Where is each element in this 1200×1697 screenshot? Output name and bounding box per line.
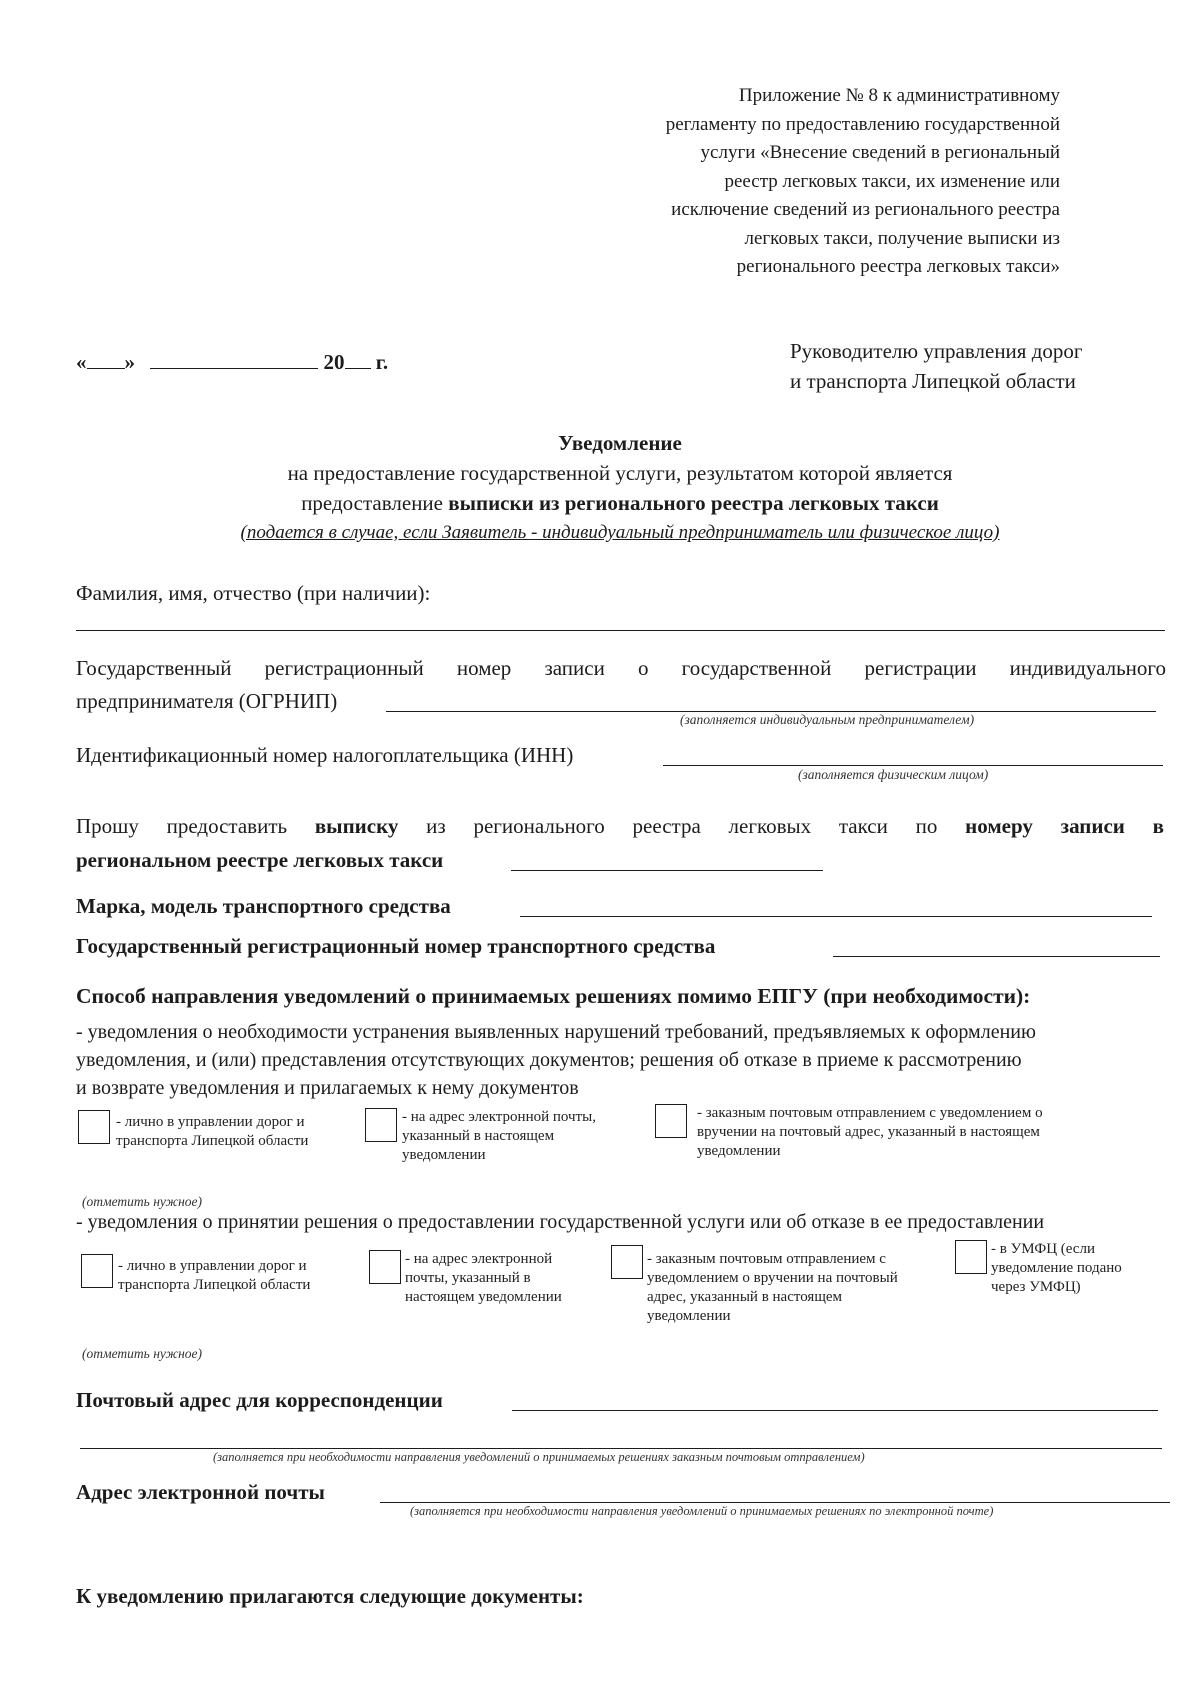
request-bold: номеру записи в [965, 814, 1165, 838]
appendix-header [666, 82, 1060, 282]
decision-mfc-label: - в УМФЦ (если уведомление подано через УМФЦ) [991, 1241, 1122, 1295]
ogrnip-label-line2: предпринимателя (ОГРНИП) [76, 689, 338, 713]
appendix-line: исключение сведений из регионального реестра [671, 199, 1060, 220]
vehicle-model-label: Марка, модель транспортного средства [76, 894, 451, 918]
email-label: Адрес электронной почты [76, 1480, 325, 1504]
email-input-line[interactable] [380, 1502, 1170, 1503]
method-title: Способ направления уведомлений о принимаемых решениях помимо ЕПГУ (при необходимости): [76, 984, 1031, 1008]
decision-registered-mail-label: - заказным почтовым отправлением с уведомлением о вручении на почтовый адрес, указанный в настоящем уведомлении [647, 1251, 898, 1324]
heading-text: предоставление [301, 491, 449, 515]
appendix-line: регламенту по предоставлению государственной [665, 113, 1060, 135]
option-in-person-checkbox[interactable] [78, 1110, 110, 1144]
appendix-line: реестр легковых такси, их изменение или [724, 170, 1060, 192]
heading-line: на предоставление государственной услуги, результатом которой является [287, 461, 953, 485]
appendix-line: услуги «Внесение сведений в региональный [700, 142, 1060, 163]
postal-address-input-line-2[interactable] [80, 1448, 1162, 1449]
group1-line: - уведомления о необходимости устранения выявленных нарушений требований, предъявляемых к оформлению [76, 1021, 1036, 1043]
request-bold: выписку [314, 814, 399, 838]
inn-input-line[interactable] [663, 765, 1163, 766]
date-open-quote: « [76, 350, 87, 374]
heading-note: (подается в случае, если Заявитель - индивидуальный предприниматель или физическое лицо) [240, 522, 1000, 543]
inn-hint: (заполняется физическим лицом) [798, 767, 989, 782]
addressee-block [790, 336, 1083, 396]
postal-address-label: Почтовый адрес для корреспонденции [76, 1388, 443, 1412]
email-hint: (заполняется при необходимости направления уведомлений о принимаемых решениях по электронной почте) [410, 1504, 994, 1518]
heading-line [120, 488, 1120, 518]
option-registered-mail-checkbox[interactable] [655, 1104, 687, 1138]
inn-label: Идентификационный номер налогоплательщика (ИНН) [76, 743, 574, 767]
vehicle-model-input-line[interactable] [520, 916, 1152, 917]
option-email-label: - на адрес электронной почты, указанный в настоящем уведомлении [402, 1109, 596, 1163]
decision-email-label: - на адрес электронной почты, указанный в настоящем уведомлении [405, 1251, 562, 1305]
document-title: Уведомление [558, 431, 682, 455]
fio-input-line[interactable] [76, 630, 1165, 631]
mark-needed-note: (отметить нужное) [82, 1194, 203, 1209]
request-line1 [76, 814, 1164, 839]
ogrnip-label-line1: Государственный регистрационный номер записи о государственной регистрации индивидуального [76, 656, 1166, 680]
month-blank[interactable] [150, 350, 318, 369]
postal-address-hint: (заполняется при необходимости направления уведомлений о принимаемых решениях заказным почтовым отправлением) [213, 1450, 865, 1464]
day-blank[interactable] [87, 350, 125, 369]
request-line2: региональном реестре легковых такси [76, 848, 444, 872]
group1-text [76, 1018, 1166, 1102]
decision-in-person-label: - лично в управлении дорог и транспорта Липецкой области [118, 1258, 311, 1293]
addressee-line: Руководителю управления дорог [790, 339, 1083, 363]
date-field [76, 350, 388, 375]
postal-address-input-line[interactable] [512, 1410, 1158, 1411]
group1-line: уведомления, и (или) представления отсутствующих документов; решения об отказе в приеме к рассмотрению [76, 1049, 1022, 1071]
option-registered-mail-label: - заказным почтовым отправлением с уведомлением о вручении на почтовый адрес, указанный в настоящем уведомлении [697, 1105, 1043, 1159]
group1-line: и возврате уведомления и прилагаемых к нему документов [76, 1077, 579, 1099]
option-email-checkbox[interactable] [365, 1108, 397, 1142]
option-in-person-label: - лично в управлении дорог и транспорта Липецкой области [116, 1114, 309, 1149]
ogrnip-hint: (заполняется индивидуальным предпринимателем) [680, 712, 975, 727]
addressee-line: и транспорта Липецкой области [790, 369, 1076, 393]
decision-email-checkbox[interactable] [369, 1250, 401, 1284]
fio-label: Фамилия, имя, отчество (при наличии): [76, 581, 431, 605]
request-text: Прошу предоставить [76, 814, 288, 838]
document-heading [120, 428, 1120, 548]
decision-mfc-checkbox[interactable] [955, 1240, 987, 1274]
year-blank[interactable] [345, 350, 371, 369]
record-number-input-line[interactable] [511, 870, 823, 871]
request-text: из регионального реестра легковых такси по [426, 814, 938, 838]
appendix-line: регионального реестра легковых такси» [736, 256, 1060, 277]
attachments-title: К уведомлению прилагаются следующие документы: [76, 1584, 584, 1608]
date-close-quote: » [124, 350, 135, 374]
vehicle-regnum-input-line[interactable] [833, 956, 1160, 957]
year-prefix: 20 [323, 350, 345, 374]
appendix-line: Приложение № 8 к административному [738, 85, 1060, 106]
group2-text: - уведомления о принятии решения о предоставлении государственной услуги или об отказе в ее предоставлении [76, 1211, 1045, 1233]
year-suffix: г. [375, 350, 389, 374]
vehicle-regnum-label: Государственный регистрационный номер транспортного средства [76, 934, 716, 958]
decision-registered-mail-checkbox[interactable] [611, 1245, 643, 1279]
decision-in-person-checkbox[interactable] [81, 1254, 113, 1288]
heading-bold-text: выписки из регионального реестра легковых такси [448, 491, 939, 515]
appendix-line: легковых такси, получение выписки из [744, 227, 1060, 249]
mark-needed-note: (отметить нужное) [82, 1346, 203, 1361]
